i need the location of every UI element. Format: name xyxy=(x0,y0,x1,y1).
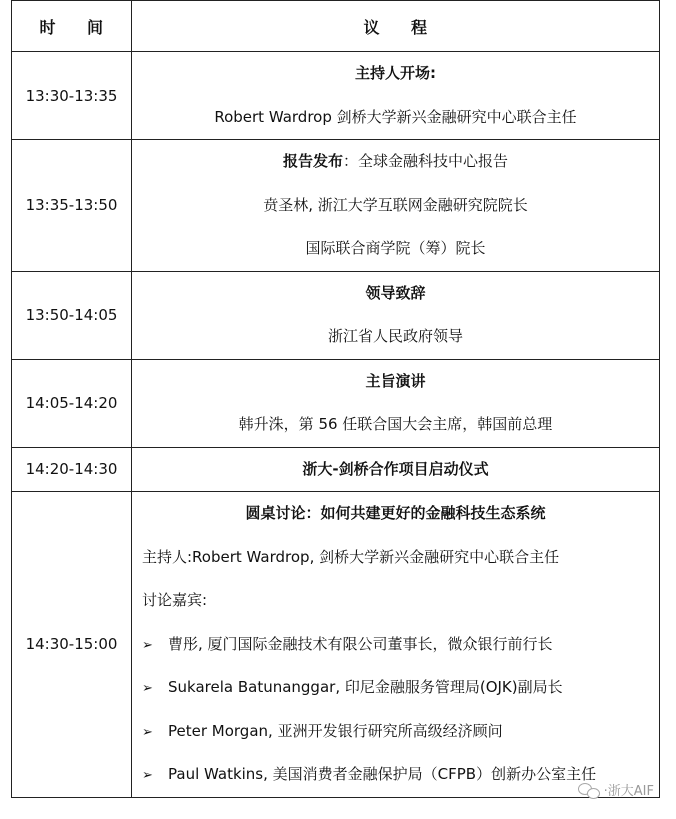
roundtable-title: 圆桌讨论：如何共建更好的金融科技生态系统 xyxy=(245,504,546,522)
list-item: ➢ 曹彤, 厦门国际金融技术有限公司董事长，微众银行前行长 xyxy=(132,623,659,667)
time-cell: 14:05-14:20 xyxy=(12,359,132,447)
list-item: ➢ Sukarela Batunanggar, 印尼金融服务管理局(OJK)副局长 xyxy=(132,666,659,710)
time-cell: 13:30-13:35 xyxy=(12,52,132,140)
roundtable-host: 主持人:Robert Wardrop, 剑桥大学新兴金融研究中心联合主任 xyxy=(142,547,560,566)
header-program: 议程 xyxy=(132,1,660,52)
list-item: ➢ Paul Watkins, 美国消费者金融保护局（CFPB）创新办公室主任 xyxy=(132,753,659,797)
arrow-bullet-icon: ➢ xyxy=(142,681,153,696)
arrow-bullet-icon: ➢ xyxy=(142,724,153,740)
time-cell: 14:30-15:00 xyxy=(12,492,132,798)
time-cell: 13:50-14:05 xyxy=(12,271,132,359)
list-item: ➢ Peter Morgan, 亚洲开发银行研究所高级经济顾问 xyxy=(132,710,659,754)
table-row xyxy=(12,140,660,272)
table-row xyxy=(12,359,660,447)
program-cell xyxy=(132,359,660,447)
time-cell: 14:20-14:30 xyxy=(12,447,132,492)
agenda-table xyxy=(11,0,660,798)
watermark-text: ·浙大AIF xyxy=(603,784,654,799)
table-row xyxy=(12,492,660,798)
table-row xyxy=(12,271,660,359)
program-line: 主旨演讲 xyxy=(365,371,426,390)
program-cell xyxy=(132,140,660,272)
program-line: 报告发布：全球金融科技中心报告 xyxy=(282,152,509,170)
program-cell xyxy=(132,52,660,140)
table-row xyxy=(12,447,660,492)
program-line: Robert Wardrop 剑桥大学新兴金融研究中心联合主任 xyxy=(214,107,577,126)
program-line: 国际联合商学院（筹）院长 xyxy=(305,239,486,257)
header-time: 时间 xyxy=(12,1,132,52)
arrow-bullet-icon: ➢ xyxy=(142,637,153,653)
program-line: 浙大-剑桥合作项目启动仪式 xyxy=(302,459,489,478)
program-cell xyxy=(132,447,660,492)
guests-label: 讨论嘉宾: xyxy=(142,591,208,609)
program-line: 贲圣林, 浙江大学互联网金融研究院院长 xyxy=(263,195,528,214)
watermark xyxy=(578,780,654,799)
program-cell xyxy=(132,271,660,359)
program-cell xyxy=(132,492,660,798)
table-row xyxy=(12,52,660,140)
wechat-icon xyxy=(578,782,600,798)
arrow-bullet-icon: ➢ xyxy=(142,768,153,783)
program-line: 浙江省人民政府领导 xyxy=(327,327,463,345)
program-line: 主持人开场: xyxy=(355,64,436,82)
program-line: 领导致辞 xyxy=(365,283,426,302)
header-row xyxy=(12,1,660,52)
program-line: 韩升洙，第 56 任联合国大会主席，韩国前总理 xyxy=(238,415,553,433)
time-cell: 13:35-13:50 xyxy=(12,140,132,272)
